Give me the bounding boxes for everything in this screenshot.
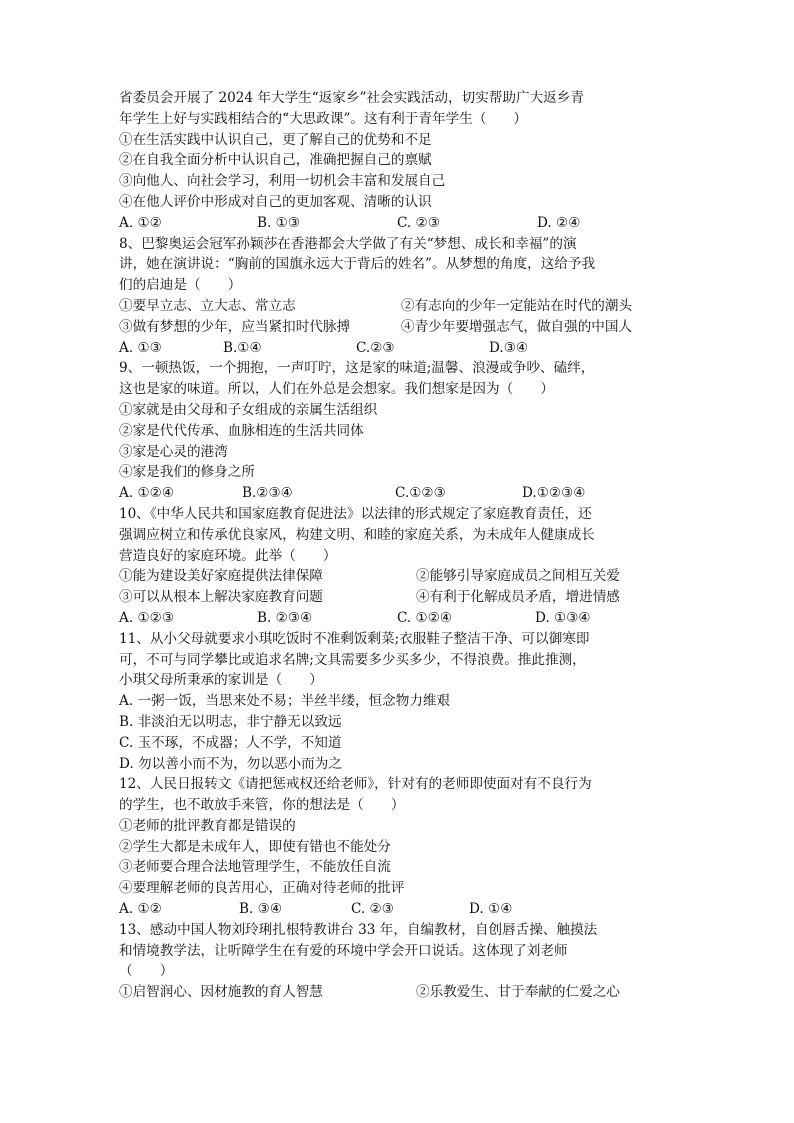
statement: ③可以从根本上解决家庭教育问题 [119, 589, 323, 606]
option-d: D.③④ [489, 339, 529, 356]
option-d: D. 勿以善小而不为，勿以恶小而为之 [119, 755, 342, 772]
statement: ③向他人、向社会学习，利用一切机会丰富和发展自己 [119, 173, 446, 190]
question-stem-line: 讲，她在演讲说：“胸前的国旗永远大于背后的姓名”。从梦想的角度，这给予我 [119, 256, 596, 273]
statement: ②能够引导家庭成员之间相互关爱 [416, 568, 620, 585]
statement: ④家是我们的修身之所 [119, 464, 255, 481]
option-c: C. ②③ [397, 214, 440, 231]
option-c: C. ②③ [351, 901, 394, 918]
question-stem-line: 营造良好的家庭环境。此举（ ） [119, 547, 337, 564]
option-d: D.①②③④ [522, 485, 586, 502]
statement: ②学生大都是未成年人，即使有错也不能处分 [119, 838, 391, 855]
question-8 [119, 234, 679, 359]
question-stem-line: 8、巴黎奥运会冠军孙颖莎在香港都会大学做了有关“梦想、成长和幸福”的演 [119, 235, 577, 252]
statements-row [119, 566, 679, 587]
option-b: B. ①③ [257, 214, 301, 231]
statement: ③老师要合理合法地管理学生，不能放任自流 [119, 859, 391, 876]
option-b: B.②③④ [242, 485, 293, 502]
question-11 [119, 629, 679, 775]
question-stem-line: 9、一顿热饭，一个拥抱，一声叮咛，这是家的味道;温馨、浪漫或争吵、磕绊， [119, 360, 595, 377]
statement: ①能为建设美好家庭提供法律保障 [119, 568, 323, 585]
option-d: D. ①④ [469, 901, 513, 918]
statement: ④青少年要增强志气，做自强的中国人 [401, 318, 633, 335]
question-stem-line: 这也是家的味道。所以，人们在外总是会想家。我们想家是因为（ ） [119, 381, 554, 398]
statement: ②在自我全面分析中认识自己，准确把握自己的禀赋 [119, 152, 432, 169]
option-c: C.②③ [356, 339, 395, 356]
statements-row [119, 296, 679, 317]
statement: ④有利于化解成员矛盾，增进情感 [416, 589, 620, 606]
statement: ②乐教爱生、甘于奉献的仁爱之心 [416, 984, 620, 1001]
options-row [119, 899, 679, 920]
options-row [119, 483, 679, 504]
option-c: C. ①②④ [397, 609, 453, 626]
question-stem-line: 小琪父母所秉承的家训是（ ） [119, 672, 323, 689]
question-stem-line: 们的启迪是（ ） [119, 277, 242, 294]
question-stem-line: 12、人民日报转文《请把惩戒权还给老师》，针对有的老师即使面对有不良行为 [119, 776, 592, 793]
statements-row [119, 587, 679, 608]
statements-row [119, 317, 679, 338]
question-13 [119, 920, 679, 1003]
question-intro [119, 88, 679, 234]
option-d: D. ②④ [537, 214, 581, 231]
statement: ①要早立志、立大志、常立志 [119, 297, 296, 314]
option-a: A. ①②③ [119, 609, 175, 626]
option-b: B.①④ [223, 339, 262, 356]
option-b: B. 非淡泊无以明志，非宁静无以致远 [119, 713, 342, 730]
statement: ①家就是由父母和子女组成的亲属生活组织 [119, 401, 378, 418]
statement: ③做有梦想的少年，应当紧扣时代脉搏 [119, 318, 351, 335]
question-10 [119, 504, 679, 629]
option-a: A. ①②④ [119, 485, 175, 502]
options-row [119, 338, 679, 359]
question-stem-line: 省委员会开展了 2024 年大学生“返家乡”社会实践活动，切实帮助广大返乡青 [119, 90, 584, 106]
question-9 [119, 358, 679, 504]
question-stem-line: 的学生，也不敢放手来管，你的想法是（ ） [119, 797, 405, 814]
question-12 [119, 774, 679, 920]
statement: ②有志向的少年一定能站在时代的潮头 [401, 297, 633, 314]
question-stem-line: （ ） [119, 963, 174, 980]
statement: ④在他人评价中形成对自己的更加客观、清晰的认识 [119, 193, 432, 210]
question-stem-line: 11、从小父母就要求小琪吃饭时不准剩饭剩菜;衣服鞋子整洁干净、可以御寒即 [119, 630, 590, 647]
option-a: A. ①② [119, 214, 162, 231]
question-stem-line: 年学生上好与实践相结合的“大思政课”。这有利于青年学生（ ） [119, 110, 528, 127]
question-stem-line: 可，不可与同学攀比或追求名牌;文具需要多少买多少，不得浪费。推此推测， [119, 651, 586, 668]
statement: ①老师的批评教育都是错误的 [119, 817, 296, 834]
statement: ④要理解老师的良苦用心，正确对待老师的批评 [119, 880, 405, 897]
statements-row [119, 982, 679, 1003]
option-a: A. ①③ [119, 339, 162, 356]
option-a: A. ①② [119, 901, 162, 918]
statement: ②家是代代传承、血脉相连的生活共同体 [119, 422, 364, 439]
question-stem-line: 强调应树立和传承优良家风，构建文明、和睦的家庭关系，为未成年人健康成长 [119, 526, 595, 543]
options-row [119, 213, 679, 234]
option-c: C. 玉不琢，不成器；人不学，不知道 [119, 734, 342, 751]
question-stem-line: 和情境教学法，让听障学生在有爱的环境中学会开口说话。这体现了刘老师 [119, 942, 568, 959]
options-row [119, 608, 679, 629]
option-b: B. ③④ [239, 901, 283, 918]
option-a: A. 一粥一饭，当思来处不易；半丝半缕，恒念物力维艰 [119, 693, 451, 710]
question-stem-line: 13、感动中国人物刘玲琍扎根特教讲台 33 年，自编教材，自创唇舌操、触摸法 [119, 921, 598, 938]
option-b: B. ②③④ [257, 609, 313, 626]
exam-page [119, 88, 679, 1003]
statement: ③家是心灵的港湾 [119, 443, 228, 460]
statement: ①启智润心、因材施教的育人智慧 [119, 984, 323, 1001]
question-stem-line: 10、《中华人民共和国家庭教育促进法》以法律的形式规定了家庭教育责任，还 [119, 505, 592, 522]
option-c: C.①②③ [395, 485, 446, 502]
option-d: D. ①③④ [535, 609, 591, 626]
statement: ①在生活实践中认识自己，更了解自己的优势和不足 [119, 131, 432, 148]
